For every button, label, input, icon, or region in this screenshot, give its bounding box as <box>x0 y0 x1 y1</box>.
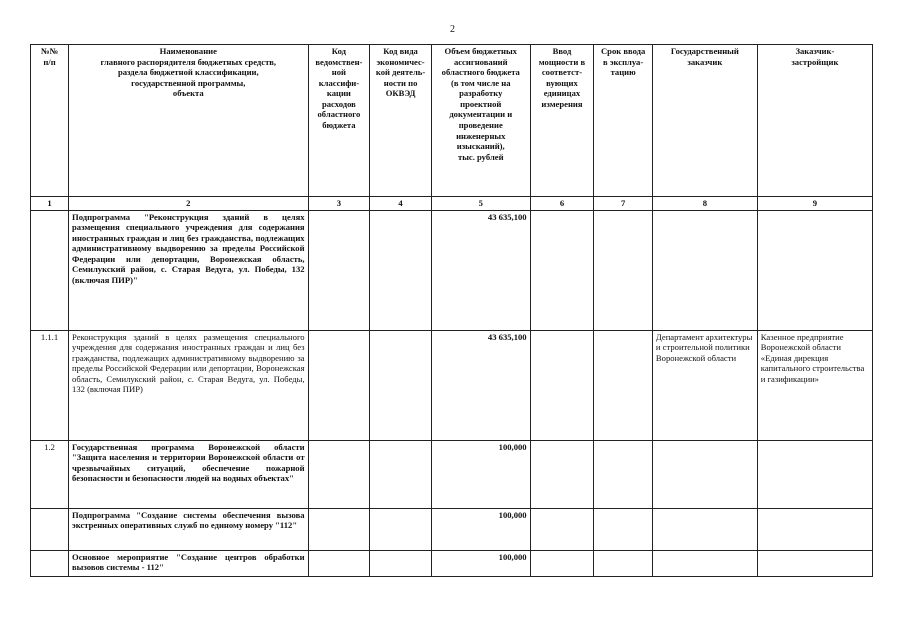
column-number: 3 <box>308 197 370 211</box>
column-number: 6 <box>530 197 594 211</box>
dept-code-cell <box>308 210 370 330</box>
developer-cell <box>757 508 872 550</box>
okved-code-cell <box>370 330 432 440</box>
header-state-customer: Государственный заказчик <box>652 45 757 197</box>
column-number: 9 <box>757 197 872 211</box>
okved-code-cell <box>370 508 432 550</box>
row-name: Подпрограмма "Реконструкция зданий в целях размещения специального учреждения для содержания иностранных граждан и лиц без гражданства, подлежащих административному выдворению за пределы Российской Федерации или депортации, Воронежская область, Семилукский район, с. Старая Ведуга, ул. Победы, 132 (включая ПИР)" <box>69 210 309 330</box>
budget-amount: 100,000 <box>431 550 530 576</box>
row-number <box>31 550 69 576</box>
capacity-cell <box>530 330 594 440</box>
table-row <box>31 210 873 330</box>
table-row <box>31 508 873 550</box>
commissioning-cell <box>594 440 653 508</box>
header-dept-code: Код ведомствен- ной классифи- кации расходов областного бюджета <box>308 45 370 197</box>
capacity-cell <box>530 508 594 550</box>
column-number: 4 <box>370 197 432 211</box>
row-number <box>31 508 69 550</box>
budget-amount: 100,000 <box>431 508 530 550</box>
okved-code-cell <box>370 550 432 576</box>
table-row <box>31 550 873 576</box>
state-customer-cell <box>652 550 757 576</box>
header-row <box>31 45 873 197</box>
commissioning-cell <box>594 210 653 330</box>
row-number: 1.1.1 <box>31 330 69 440</box>
header-developer: Заказчик- застройщик <box>757 45 872 197</box>
budget-amount: 43 635,100 <box>431 210 530 330</box>
row-number <box>31 210 69 330</box>
okved-code-cell <box>370 210 432 330</box>
commissioning-cell <box>594 330 653 440</box>
state-customer-cell <box>652 210 757 330</box>
row-number: 1.2 <box>31 440 69 508</box>
header-commissioning-date: Срок ввода в эксплуа- тацию <box>594 45 653 197</box>
row-name: Подпрограмма "Создание системы обеспечения вызова экстренных оперативных служб по единому номеру "112" <box>69 508 309 550</box>
state-customer-cell <box>652 440 757 508</box>
dept-code-cell <box>308 508 370 550</box>
dept-code-cell <box>308 550 370 576</box>
table-row <box>31 440 873 508</box>
row-name: Государственная программа Воронежской области "Защита населения и территории Воронежской области от чрезвычайных ситуаций, обеспечение пожарной безопасности и безопасности людей на водных объектах" <box>69 440 309 508</box>
okved-code-cell <box>370 440 432 508</box>
row-name: Реконструкция зданий в целях размещения специального учреждения для содержания иностранных граждан и лиц без гражданства, подлежащих административному выдворению за пределы Российской Федерации или депортации, Воронежская область, Семилукский район, с. Старая Ведуга, ул. Победы, 132 (включая ПИР) <box>69 330 309 440</box>
budget-table <box>30 44 873 577</box>
capacity-cell <box>530 550 594 576</box>
dept-code-cell <box>308 330 370 440</box>
developer-cell <box>757 550 872 576</box>
header-okved-code: Код вида экономичес- кой деятель- ности по ОКВЭД <box>370 45 432 197</box>
header-capacity: Ввод мощности в соответст- вующих единицах измерения <box>530 45 594 197</box>
state-customer-cell: Департамент архитектуры и строительной политики Воронежской области <box>652 330 757 440</box>
column-number-row <box>31 197 873 211</box>
commissioning-cell <box>594 508 653 550</box>
header-row-number: №№ п/п <box>31 45 69 197</box>
capacity-cell <box>530 210 594 330</box>
column-number: 1 <box>31 197 69 211</box>
state-customer-cell <box>652 508 757 550</box>
column-number: 8 <box>652 197 757 211</box>
table-row <box>31 330 873 440</box>
developer-cell: Казенное предприятие Воронежской области «Единая дирекция капитального строительства и газификации» <box>757 330 872 440</box>
header-budget-volume: Объем бюджетных ассигнований областного бюджета (в том числе на разработку проектной документации и проведение инженерных изысканий), тыс. рублей <box>431 45 530 197</box>
commissioning-cell <box>594 550 653 576</box>
header-name: Наименование главного распорядителя бюджетных средств, раздела бюджетной классификации, государственной программы, объекта <box>69 45 309 197</box>
column-number: 5 <box>431 197 530 211</box>
budget-amount: 43 635,100 <box>431 330 530 440</box>
dept-code-cell <box>308 440 370 508</box>
page-number: 2 <box>450 24 455 35</box>
column-number: 7 <box>594 197 653 211</box>
developer-cell <box>757 210 872 330</box>
developer-cell <box>757 440 872 508</box>
column-number: 2 <box>69 197 309 211</box>
capacity-cell <box>530 440 594 508</box>
budget-amount: 100,000 <box>431 440 530 508</box>
row-name: Основное мероприятие "Создание центров обработки вызовов системы - 112" <box>69 550 309 576</box>
